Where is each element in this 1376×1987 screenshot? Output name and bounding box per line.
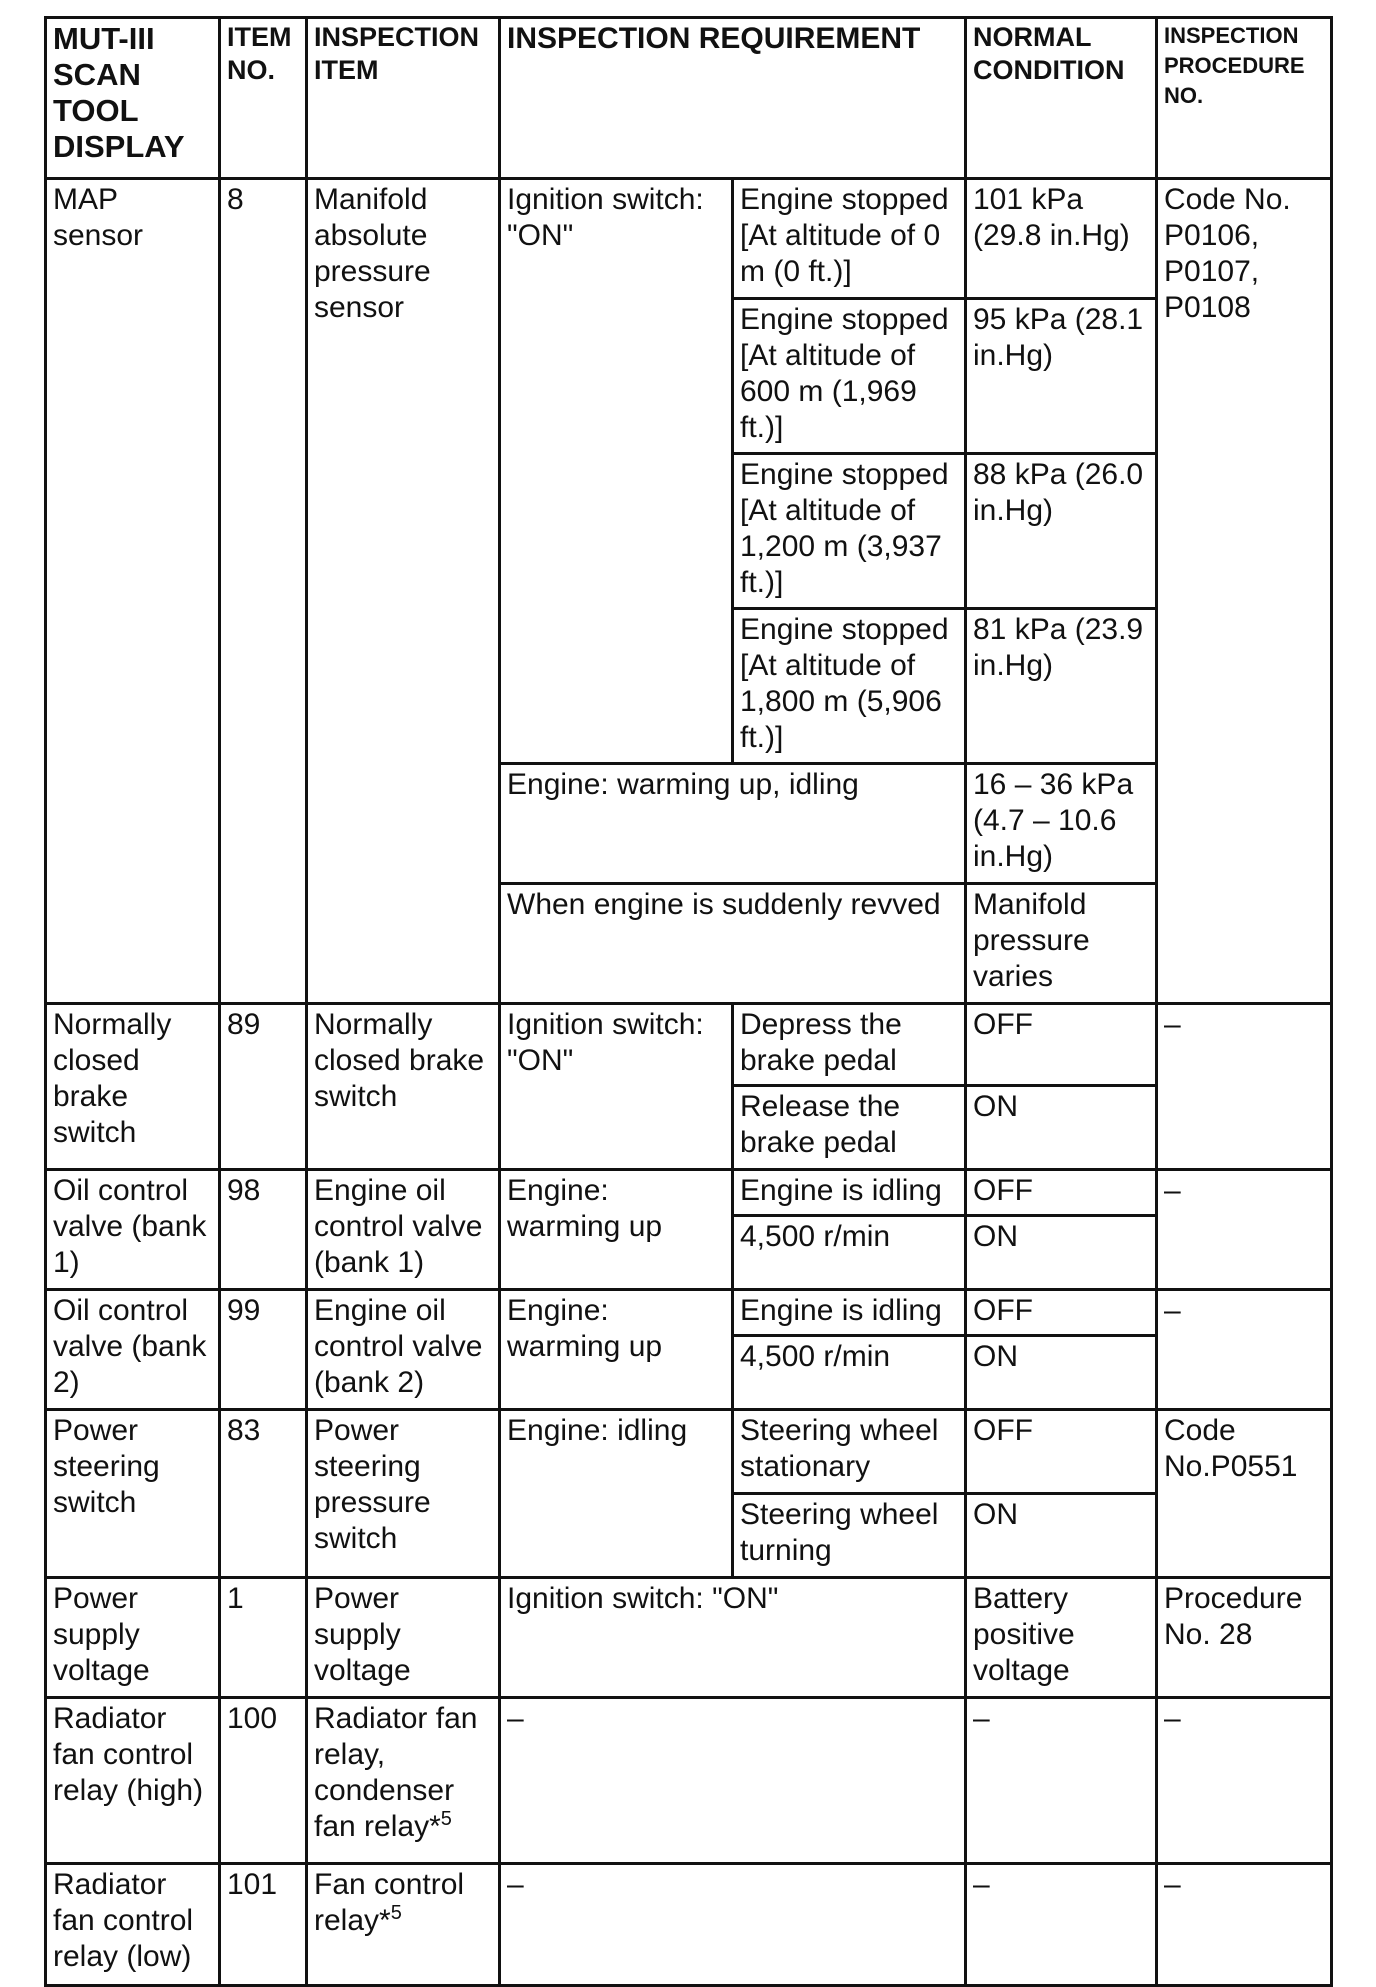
requirement-cell: Engine is idling [733, 1170, 966, 1216]
procedure-cell: – [1157, 1864, 1332, 1986]
inspection-table [44, 16, 1333, 1987]
table-row [46, 1864, 1332, 1986]
normal-cell: 101 kPa (29.8 in.Hg) [966, 179, 1157, 299]
inspection-item-cell: Manifold absolute pressure sensor [307, 179, 500, 1004]
condition-cell: Ignition switch: "ON" [500, 179, 733, 764]
normal-cell: OFF [966, 1004, 1157, 1086]
normal-cell: ON [966, 1336, 1157, 1410]
requirement-cell: Engine stopped [At altitude of 0 m (0 ft.)] [733, 179, 966, 299]
requirement-cell: 4,500 r/min [733, 1336, 966, 1410]
requirement-cell: – [500, 1698, 966, 1864]
normal-cell: 16 – 36 kPa (4.7 – 10.6 in.Hg) [966, 764, 1157, 884]
header-item-no: ITEM NO. [220, 18, 307, 179]
header-requirement: INSPECTION REQUIREMENT [500, 18, 966, 179]
item-no-cell: 99 [220, 1290, 307, 1410]
procedure-cell: – [1157, 1698, 1332, 1864]
requirement-cell: Engine stopped [At altitude of 1,800 m (5,906 ft.)] [733, 609, 966, 764]
item-no-cell: 89 [220, 1004, 307, 1170]
display-cell: Power supply voltage [46, 1578, 220, 1698]
normal-cell: OFF [966, 1170, 1157, 1216]
requirement-cell: 4,500 r/min [733, 1216, 966, 1290]
inspection-item-cell: Engine oil control valve (bank 1) [307, 1170, 500, 1290]
display-cell: MAP sensor [46, 179, 220, 1004]
header-row [46, 18, 1332, 179]
condition-cell: Engine: warming up [500, 1170, 733, 1290]
requirement-cell: Engine stopped [At altitude of 1,200 m (3,937 ft.)] [733, 454, 966, 609]
procedure-cell: Code No. P0106, P0107, P0108 [1157, 179, 1332, 1004]
inspection-item-cell: Power supply voltage [307, 1578, 500, 1698]
requirement-cell: Engine: warming up, idling [500, 764, 966, 884]
table-row [46, 1290, 1332, 1336]
requirement-cell: Engine stopped [At altitude of 600 m (1,969 ft.)] [733, 299, 966, 454]
item-no-cell: 1 [220, 1578, 307, 1698]
condition-cell: Engine: warming up [500, 1290, 733, 1410]
normal-cell: 88 kPa (26.0 in.Hg) [966, 454, 1157, 609]
procedure-cell: – [1157, 1170, 1332, 1290]
item-no-cell: 98 [220, 1170, 307, 1290]
normal-cell: Manifold pressure varies [966, 884, 1157, 1004]
inspection-item-text: Fan control relay* [314, 1868, 465, 1937]
procedure-cell: Procedure No. 28 [1157, 1578, 1332, 1698]
normal-cell: – [966, 1698, 1157, 1864]
normal-cell: OFF [966, 1290, 1157, 1336]
display-cell: Radiator fan control relay (high) [46, 1698, 220, 1864]
item-no-cell: 101 [220, 1864, 307, 1986]
table-row [46, 1578, 1332, 1698]
requirement-cell: Depress the brake pedal [733, 1004, 966, 1086]
requirement-cell: When engine is suddenly revved [500, 884, 966, 1004]
header-inspection-item: INSPECTION ITEM [307, 18, 500, 179]
display-cell: Power steering switch [46, 1410, 220, 1578]
condition-cell: Ignition switch: "ON" [500, 1004, 733, 1170]
requirement-cell: Engine is idling [733, 1290, 966, 1336]
inspection-item-cell: Engine oil control valve (bank 2) [307, 1290, 500, 1410]
normal-cell: – [966, 1864, 1157, 1986]
display-cell: Radiator fan control relay (low) [46, 1864, 220, 1986]
normal-cell: Battery positive voltage [966, 1578, 1157, 1698]
normal-cell: 81 kPa (23.9 in.Hg) [966, 609, 1157, 764]
normal-cell: 95 kPa (28.1 in.Hg) [966, 299, 1157, 454]
requirement-cell: Steering wheel turning [733, 1494, 966, 1578]
requirement-cell: Ignition switch: "ON" [500, 1578, 966, 1698]
display-cell: Normally closed brake switch [46, 1004, 220, 1170]
footnote-marker: 5 [440, 1808, 452, 1830]
condition-cell: Engine: idling [500, 1410, 733, 1578]
table-row [46, 1698, 1332, 1864]
header-display: MUT-III SCAN TOOL DISPLAY [46, 18, 220, 179]
requirement-cell: – [500, 1864, 966, 1986]
table-row [46, 179, 1332, 299]
table-row [46, 1170, 1332, 1216]
procedure-cell: Code No.P0551 [1157, 1410, 1332, 1578]
inspection-item-cell: Normally closed brake switch [307, 1004, 500, 1170]
normal-cell: ON [966, 1216, 1157, 1290]
header-procedure: INSPECTION PROCEDURE NO. [1157, 18, 1332, 179]
inspection-item-cell [307, 1698, 500, 1864]
inspection-item-cell: Power steering pressure switch [307, 1410, 500, 1578]
requirement-cell: Steering wheel stationary [733, 1410, 966, 1494]
display-cell: Oil control valve (bank 2) [46, 1290, 220, 1410]
header-normal-condition: NORMAL CONDITION [966, 18, 1157, 179]
inspection-item-cell [307, 1864, 500, 1986]
display-cell: Oil control valve (bank 1) [46, 1170, 220, 1290]
procedure-cell: – [1157, 1290, 1332, 1410]
normal-cell: ON [966, 1494, 1157, 1578]
inspection-item-text: Radiator fan relay, condenser fan relay* [314, 1702, 478, 1843]
item-no-cell: 8 [220, 179, 307, 1004]
table-row [46, 1410, 1332, 1494]
item-no-cell: 100 [220, 1698, 307, 1864]
requirement-cell: Release the brake pedal [733, 1086, 966, 1170]
normal-cell: ON [966, 1086, 1157, 1170]
footnote-marker: 5 [390, 1902, 402, 1924]
procedure-cell: – [1157, 1004, 1332, 1170]
table-row [46, 1004, 1332, 1086]
item-no-cell: 83 [220, 1410, 307, 1578]
inspection-table-sheet [44, 16, 1333, 1987]
normal-cell: OFF [966, 1410, 1157, 1494]
